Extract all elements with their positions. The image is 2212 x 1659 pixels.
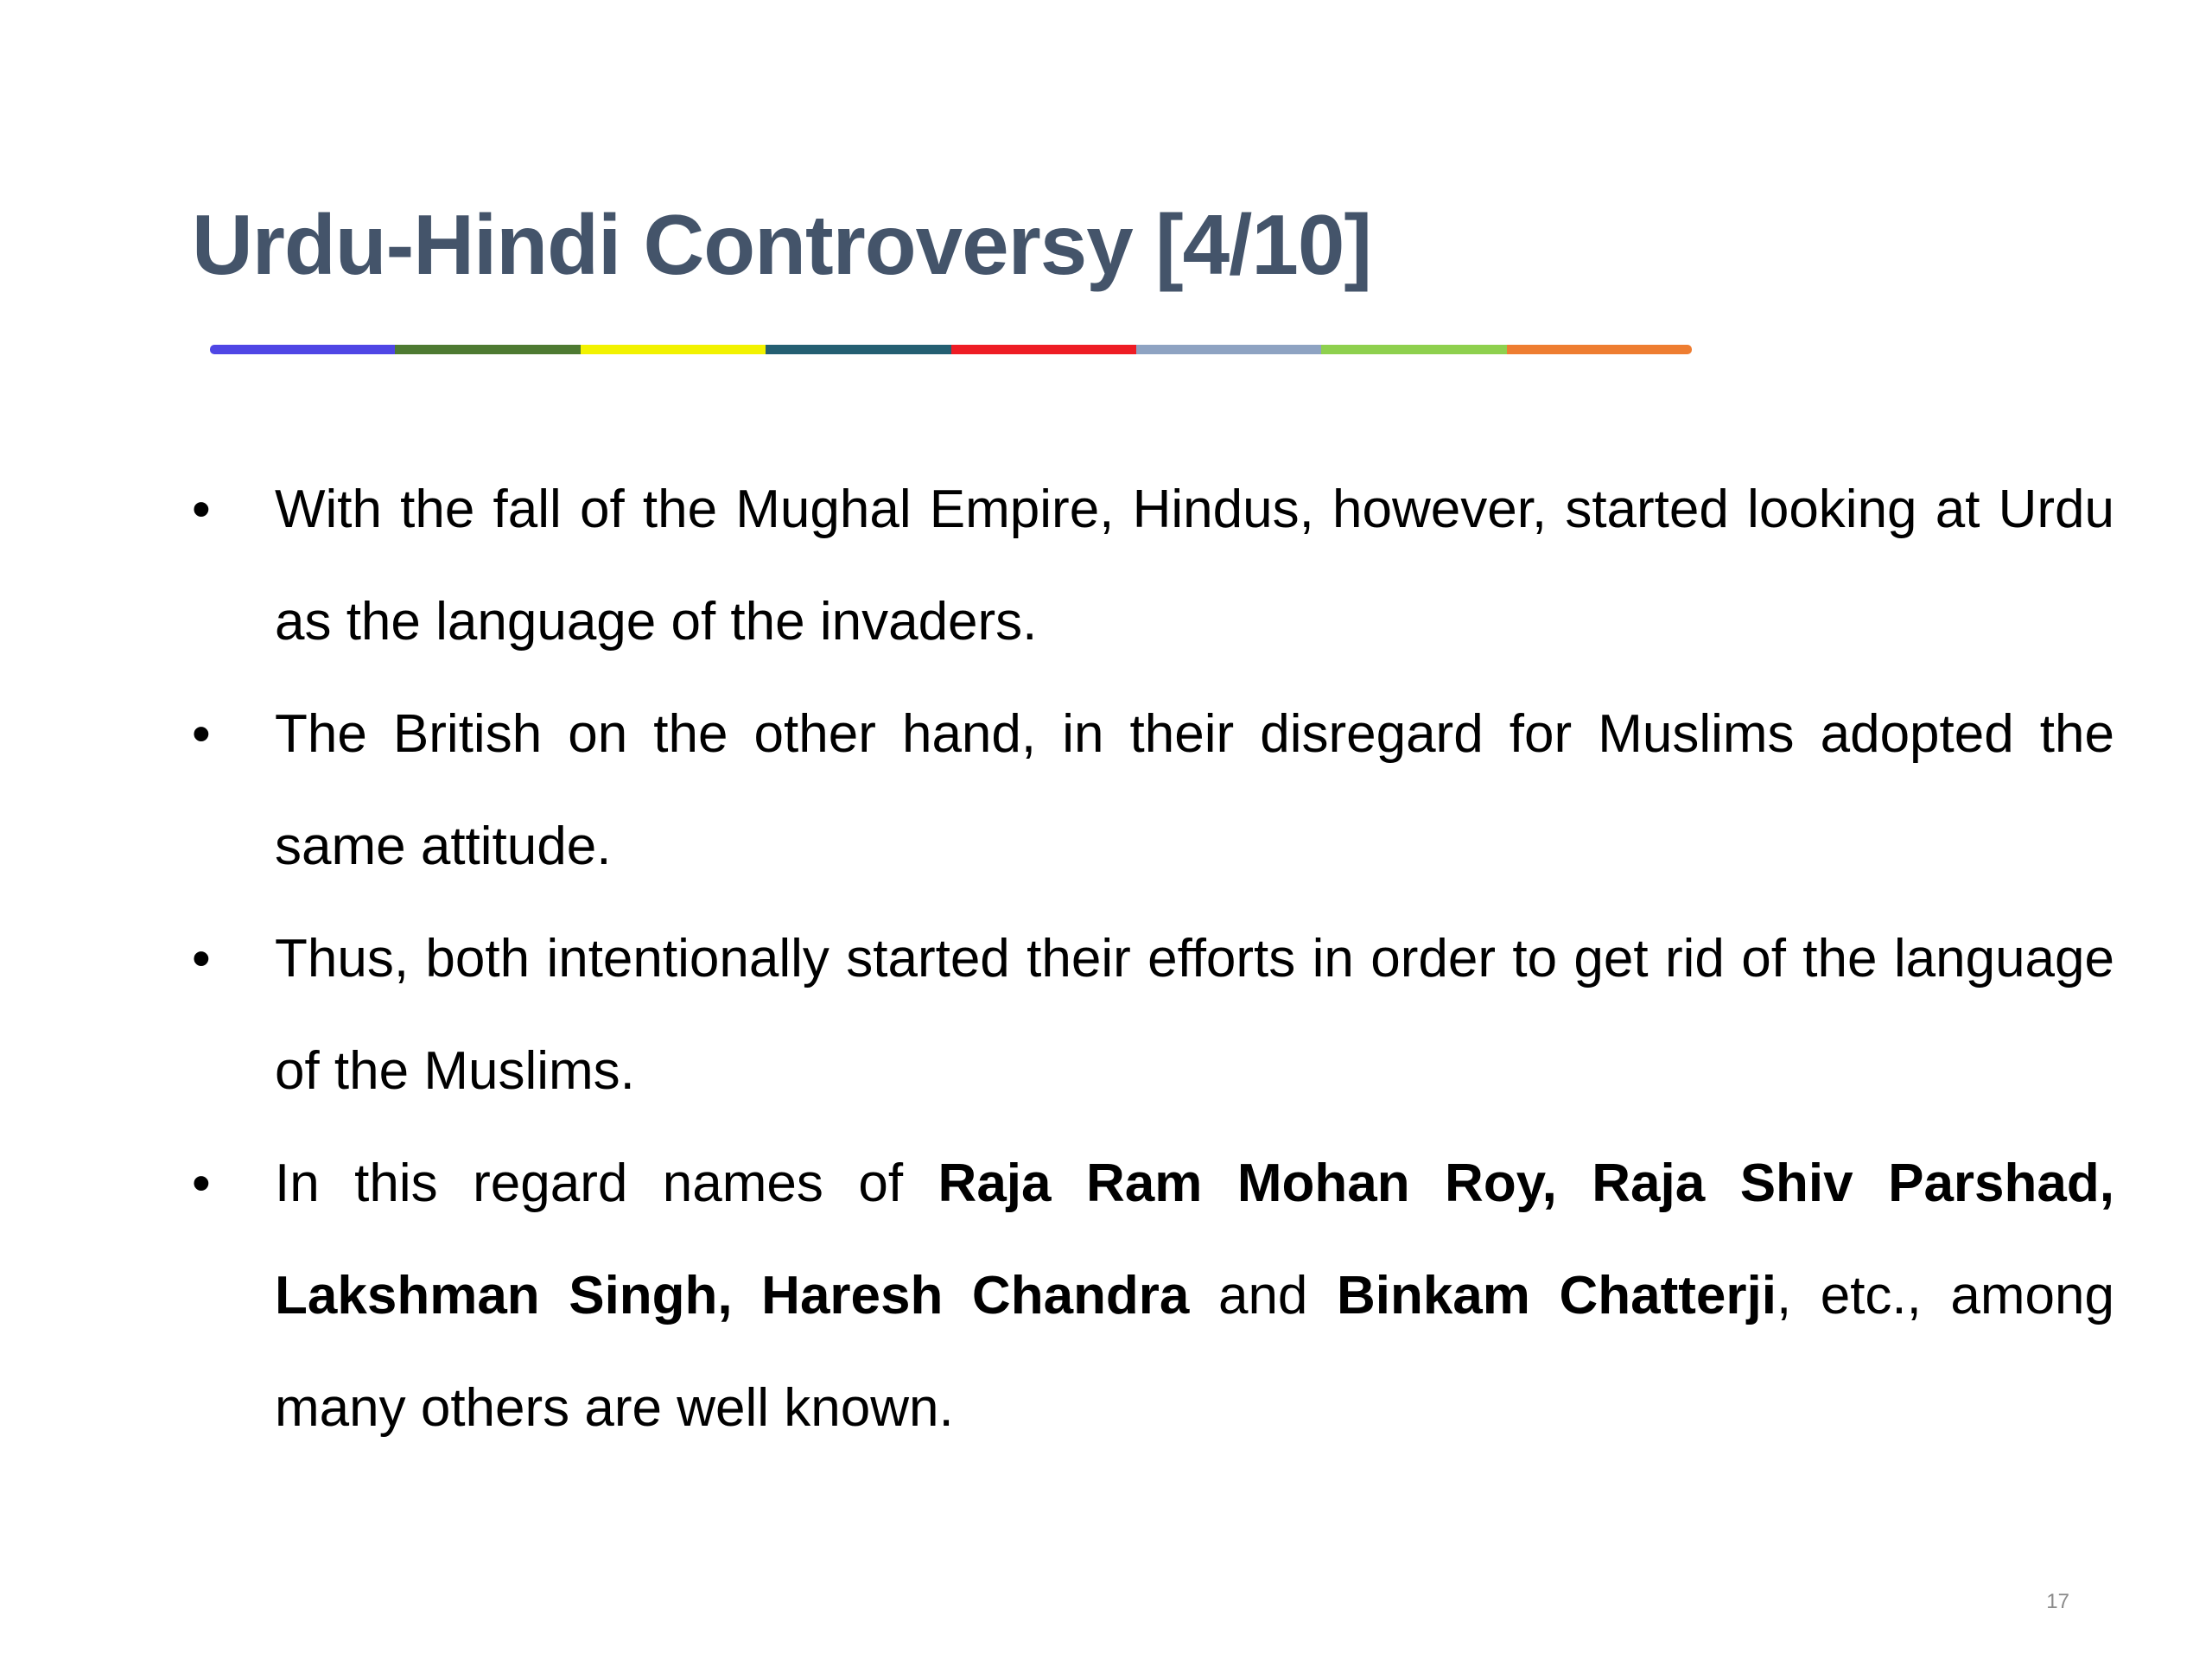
bullet-icon xyxy=(192,678,226,791)
bullet-item xyxy=(192,454,2114,678)
divider-segment xyxy=(210,345,395,354)
divider-segment xyxy=(1507,345,1692,354)
bullet-text-lead: In this regard names of xyxy=(275,1154,938,1213)
bullet-text-tail: , etc., among many others are well known. xyxy=(275,1266,2114,1438)
bullet-text: The British on the other hand, in their disregard for Muslims adopted the same attitude. xyxy=(275,704,2114,876)
bullet-icon xyxy=(192,454,226,566)
bullet-text-joiner: and xyxy=(1189,1266,1337,1325)
bullet-icon xyxy=(192,903,226,1015)
page-number: 17 xyxy=(2046,1590,2069,1613)
slide-title: Urdu-Hindi Controversy [4/10] xyxy=(192,197,1371,292)
bullet-text: Thus, both intentionally started their efforts in order to get rid of the language of the Muslims. xyxy=(275,929,2114,1101)
divider-segment xyxy=(951,345,1136,354)
bullet-item xyxy=(192,903,2114,1128)
bullet-text: With the fall of the Mughal Empire, Hindus, however, started looking at Urdu as the language of the invaders. xyxy=(275,480,2114,652)
divider-segment xyxy=(581,345,766,354)
title-divider xyxy=(210,345,1692,354)
bullet-list xyxy=(192,454,2114,1465)
bullet-item xyxy=(192,1128,2114,1465)
bullet-item xyxy=(192,678,2114,903)
highlighted-name: Binkam Chatterji xyxy=(1336,1266,1777,1325)
divider-segment xyxy=(1321,345,1506,354)
divider-segment xyxy=(1136,345,1321,354)
highlighted-names: Raja Ram Mohan Roy, Raja Shiv Parshad, Lakshman Singh, Haresh Chandra xyxy=(275,1154,2114,1325)
bullet-icon xyxy=(192,1128,226,1240)
divider-segment xyxy=(395,345,580,354)
divider-segment xyxy=(766,345,950,354)
